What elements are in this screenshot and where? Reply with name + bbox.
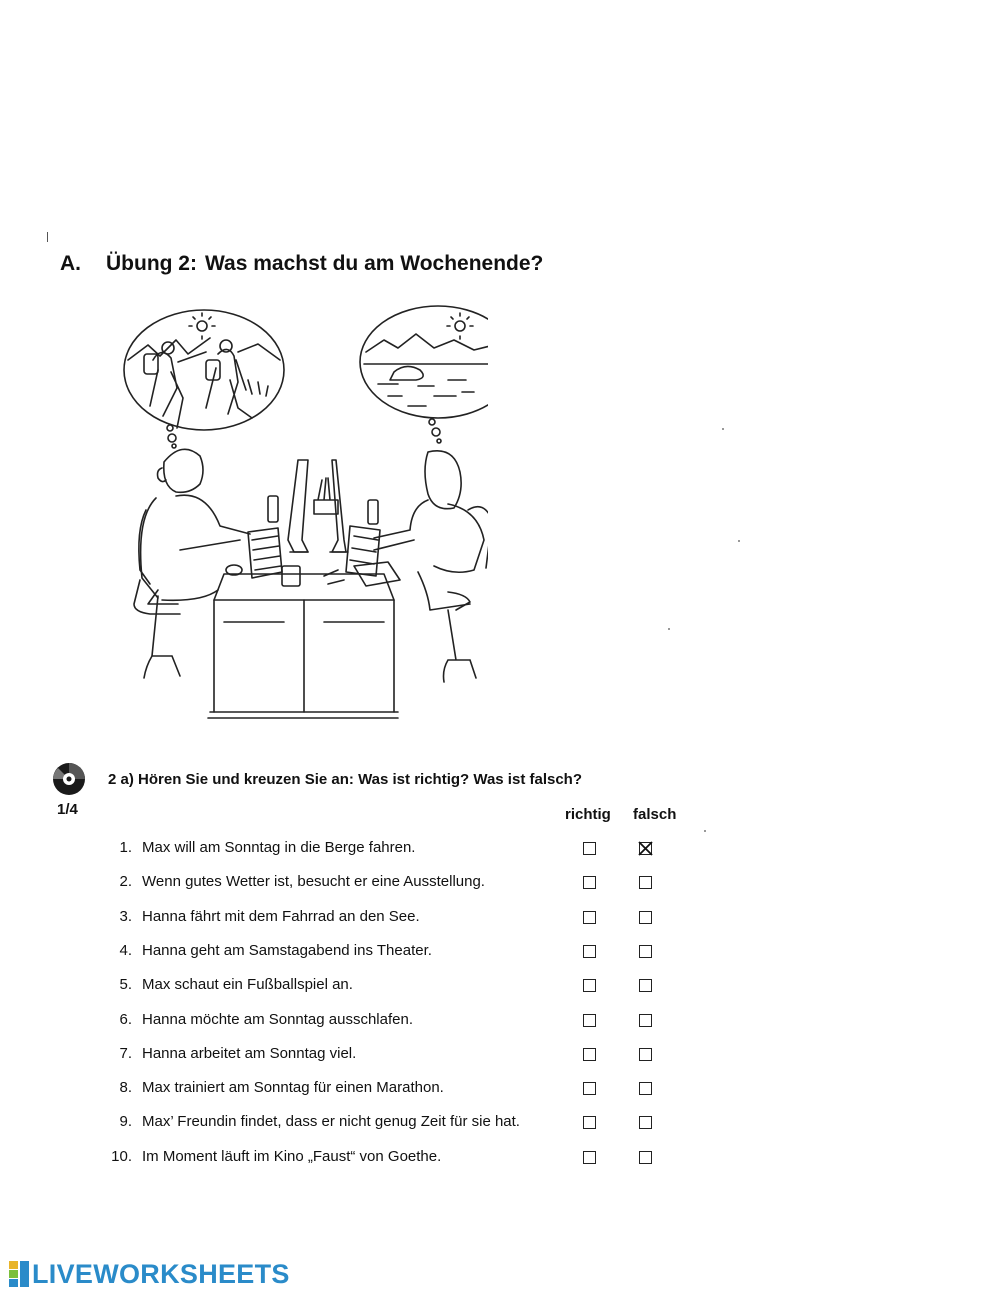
section-letter: A.: [60, 252, 81, 275]
falsch-checkbox[interactable]: [639, 1082, 652, 1095]
statement-row: [0, 1113, 1000, 1143]
statement-number: 2.: [119, 873, 132, 890]
statement-text: Max’ Freundin findet, dass er nicht genug Zeit für sie hat.: [142, 1113, 520, 1130]
richtig-checkbox[interactable]: [583, 1151, 596, 1164]
cd-icon: [52, 762, 86, 796]
statement-number: 9.: [119, 1113, 132, 1130]
falsch-checkbox[interactable]: [639, 945, 652, 958]
cross-mark-icon: [637, 840, 654, 857]
scan-speck: [668, 628, 670, 630]
statement-text: Hanna möchte am Sonntag ausschlafen.: [142, 1011, 414, 1028]
richtig-checkbox[interactable]: [583, 876, 596, 889]
statement-row: [0, 942, 1000, 972]
falsch-checkbox[interactable]: [639, 842, 652, 855]
exercise-heading: [60, 252, 543, 276]
falsch-checkbox[interactable]: [639, 1014, 652, 1027]
falsch-checkbox[interactable]: [639, 979, 652, 992]
scan-speck: [704, 830, 706, 832]
richtig-checkbox[interactable]: [583, 842, 596, 855]
statement-number: 3.: [119, 908, 132, 925]
statement-row: [0, 1045, 1000, 1075]
liveworksheets-logo-mark: [9, 1261, 29, 1287]
exercise-title: Was machst du am Wochenende?: [204, 252, 544, 275]
statement-number: 1.: [119, 839, 132, 856]
statement-text: Max trainiert am Sonntag für einen Marathon.: [142, 1079, 444, 1096]
falsch-checkbox[interactable]: [639, 876, 652, 889]
instruction-text: 2 a) Hören Sie und kreuzen Sie an: Was ist richtig? Was ist falsch?: [108, 771, 582, 788]
statement-row: [0, 1148, 1000, 1178]
richtig-checkbox[interactable]: [583, 1048, 596, 1061]
statement-number: 10.: [111, 1148, 132, 1165]
statement-text: Max schaut ein Fußballspiel an.: [142, 976, 353, 993]
margin-mark: [47, 232, 48, 242]
statement-number: 5.: [119, 976, 132, 993]
statement-text: Im Moment läuft im Kino „Faust“ von Goethe.: [142, 1148, 442, 1165]
statement-text: Wenn gutes Wetter ist, besucht er eine Ausstellung.: [142, 873, 485, 890]
statement-text: Max will am Sonntag in die Berge fahren.: [142, 839, 416, 856]
statement-text: Hanna arbeitet am Sonntag viel.: [142, 1045, 357, 1062]
column-header-richtig: richtig: [565, 806, 611, 823]
statement-number: 8.: [119, 1079, 132, 1096]
statement-number: 7.: [119, 1045, 132, 1062]
falsch-checkbox[interactable]: [639, 1116, 652, 1129]
statement-text: Hanna fährt mit dem Fahrrad an den See.: [142, 908, 420, 925]
column-header-falsch: falsch: [633, 806, 677, 823]
office-daydream-illustration: [118, 300, 488, 730]
falsch-checkbox[interactable]: [639, 911, 652, 924]
statement-number: 4.: [119, 942, 132, 959]
statement-row: [0, 1079, 1000, 1109]
richtig-checkbox[interactable]: [583, 911, 596, 924]
richtig-checkbox[interactable]: [583, 979, 596, 992]
richtig-checkbox[interactable]: [583, 1014, 596, 1027]
track-number: 1/4: [57, 801, 78, 818]
statement-row: [0, 839, 1000, 869]
statement-text: Hanna geht am Samstagabend ins Theater.: [142, 942, 432, 959]
falsch-checkbox[interactable]: [639, 1151, 652, 1164]
richtig-checkbox[interactable]: [583, 1082, 596, 1095]
richtig-checkbox[interactable]: [583, 945, 596, 958]
statement-row: [0, 908, 1000, 938]
scan-speck: [722, 428, 724, 430]
scan-speck: [738, 540, 740, 542]
liveworksheets-logo: [9, 1259, 290, 1289]
falsch-checkbox[interactable]: [639, 1048, 652, 1061]
statement-number: 6.: [119, 1011, 132, 1028]
statement-row: [0, 1011, 1000, 1041]
statement-row: [0, 976, 1000, 1006]
liveworksheets-logo-text: LIVEWORKSHEETS: [32, 1258, 290, 1289]
exercise-number: Übung 2:: [106, 252, 197, 275]
richtig-checkbox[interactable]: [583, 1116, 596, 1129]
statement-row: [0, 873, 1000, 903]
